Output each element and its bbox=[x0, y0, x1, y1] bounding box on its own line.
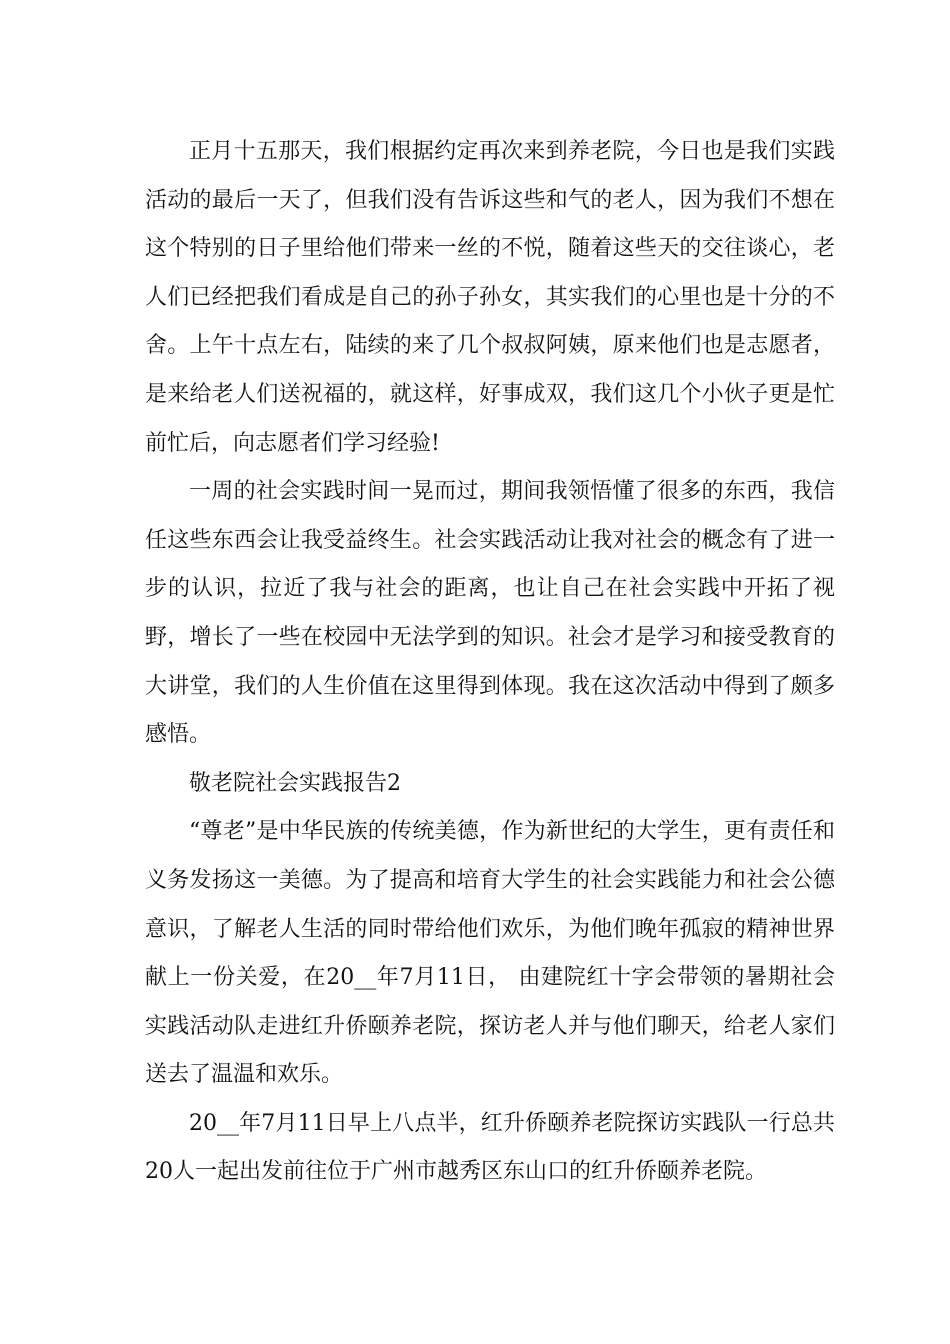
paragraph-departure: 20__年7月11日早上八点半，红升侨颐养老院探访实践队一行总共20人一起出发前往位于广州市越秀区东山口的红升侨颐养老院。 bbox=[145, 1110, 835, 1185]
paragraph-respect-elders: “尊老”是中华民族的传统美德，作为新世纪的大学生，更有责任和义务发扬这一美德。为了提高和培育大学生的社会实践能力和社会公德意识，了解老人生活的同时带给他们欢乐，为他们晚年孤寂的精神世界献上一份关爱，在20__年7月11日， 由建院红十字会带领的暑期社会实践活动队走进红升侨颐养老院，探访老人并与他们聊天，给老人家们送去了温温和欢乐。 bbox=[145, 819, 835, 1088]
paragraph-week-reflection: 一周的社会实践时间一晃而过，期间我领悟懂了很多的东西，我信任这些东西会让我受益终生。社会实践活动让我对社会的概念有了进一步的认识，拉近了我与社会的距离，也让自己在社会实践中开拓了视野，增长了一些在校园中无法学到的知识。社会才是学习和接受教育的大讲堂，我们的人生价值在这里得到体现。我在这次活动中得到了颇多感悟。 bbox=[145, 479, 835, 748]
document-body bbox=[145, 128, 835, 1197]
section-title: 敬老院社会实践报告2 bbox=[189, 770, 401, 796]
paragraph-visit-final-day: 正月十五那天，我们根据约定再次来到养老院，今日也是我们实践活动的最后一天了，但我们没有告诉这些和气的老人，因为我们不想在这个特别的日子里给他们带来一丝的不悦，随着这些天的交往谈心，老人们已经把我们看成是自己的孙子孙女，其实我们的心里也是十分的不舍。上午十点左右，陆续的来了几个叔叔阿姨，原来他们也是志愿者，是来给老人们送祝福的，就这样，好事成双，我们这几个小伙子更是忙前忙后，向志愿者们学习经验! bbox=[145, 139, 835, 456]
